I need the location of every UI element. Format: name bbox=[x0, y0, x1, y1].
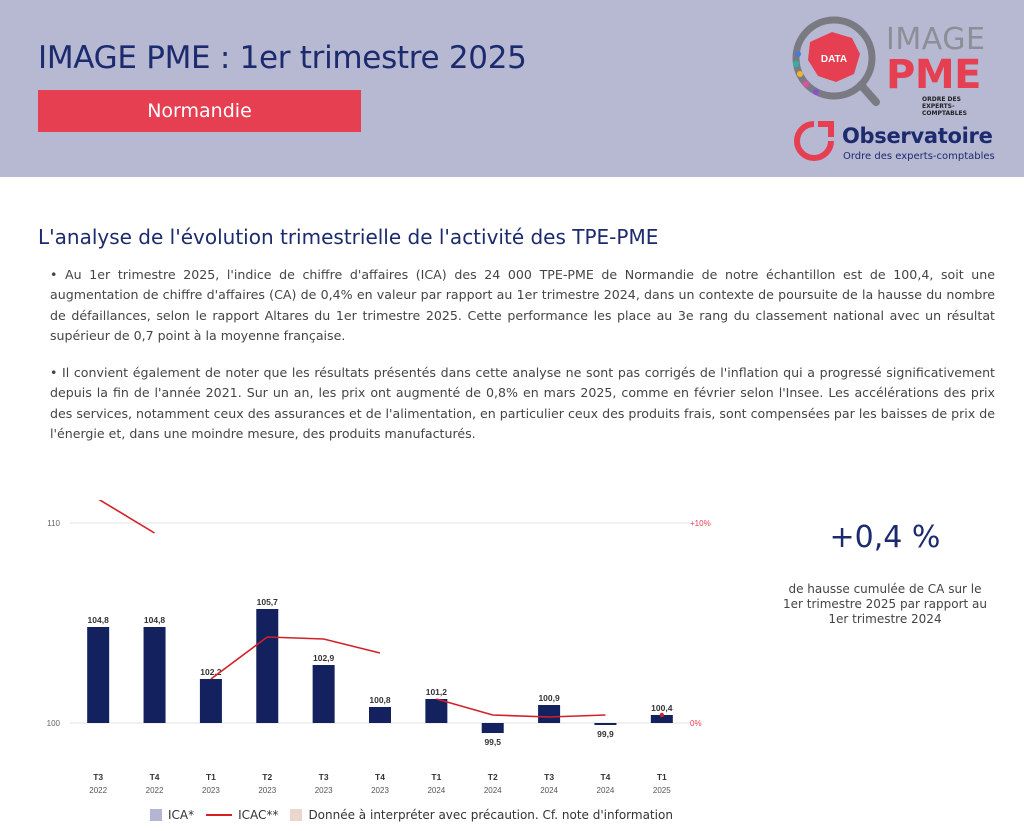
category-year-label: 2023 bbox=[258, 786, 277, 795]
legend-item-ica bbox=[150, 808, 194, 822]
icac-line-segment bbox=[98, 500, 154, 533]
analysis-paragraph-2: • Il convient également de noter que les résultats présentés dans cette analyse ne sont pas corrigés de l'inflation qui a progressé significativement depuis la fin de l'année 2021. Sur un an, les prix ont augmenté de 0,8% en mars 2025, comme en février selon l'Insee. Les accélérations des prix des services, notamment ceux des assurances et de l'alimentation, en particulier ceux des produits frais, sont compensées par les baisses de prix de l'énergie et, dans une moindre mesure, des produits manufacturés. bbox=[50, 365, 995, 441]
category-label: T4 bbox=[149, 772, 160, 782]
category-year-label: 2024 bbox=[427, 786, 446, 795]
ica-bar bbox=[200, 679, 222, 723]
ica-bar bbox=[425, 699, 447, 723]
legend-swatch-caution bbox=[290, 809, 302, 821]
bar-data-label: 100,9 bbox=[538, 693, 560, 703]
legend-item-icac bbox=[206, 808, 278, 822]
ica-bar bbox=[594, 723, 616, 725]
observatoire-title: Observatoire bbox=[842, 124, 993, 148]
bar-data-label: 100,4 bbox=[651, 703, 673, 713]
ica-bar bbox=[369, 707, 391, 723]
category-year-label: 2025 bbox=[652, 786, 671, 795]
right-tick-label: 0% bbox=[690, 719, 702, 728]
page-header bbox=[0, 0, 1024, 177]
legend-label-caution: Donnée à interpréter avec précaution. Cf. note d'information bbox=[308, 808, 673, 822]
bar-data-label: 105,7 bbox=[256, 597, 278, 607]
legend-swatch-ica bbox=[150, 809, 162, 821]
ica-chart bbox=[30, 500, 730, 800]
category-year-label: 2023 bbox=[314, 786, 333, 795]
image-pme-logo bbox=[790, 14, 1005, 117]
bar-data-label: 104,8 bbox=[87, 615, 109, 625]
icac-line-segment bbox=[436, 699, 605, 717]
ica-bar bbox=[482, 723, 504, 733]
bar-data-label: 100,8 bbox=[369, 695, 391, 705]
category-year-label: 2023 bbox=[202, 786, 220, 795]
legend-swatch-icac bbox=[206, 814, 232, 816]
section-title: L'analyse de l'évolution trimestrielle de l'activité des TPE-PME bbox=[38, 225, 659, 249]
data-badge-text: DATA bbox=[820, 54, 848, 65]
category-year-label: 2024 bbox=[596, 786, 615, 795]
bar-data-label: 99,9 bbox=[597, 729, 614, 739]
france-map-logo-icon bbox=[790, 14, 880, 106]
observatoire-subtitle: Ordre des experts-comptables bbox=[843, 151, 995, 162]
category-year-label: 2024 bbox=[483, 786, 502, 795]
ica-chart-svg bbox=[30, 500, 730, 800]
ica-bar bbox=[144, 627, 166, 723]
category-label: T1 bbox=[205, 772, 216, 782]
logo-word-image: IMAGE bbox=[886, 22, 986, 57]
icac-point bbox=[660, 713, 664, 717]
legend-label-ica: ICA* bbox=[168, 808, 195, 822]
ica-bar bbox=[256, 609, 278, 723]
ica-bar bbox=[538, 705, 560, 723]
kpi-description: de hausse cumulée de CA sur le 1er trimestre 2025 par rapport au 1er trimestre 2024 bbox=[783, 582, 987, 626]
left-tick-label: 100 bbox=[46, 719, 60, 728]
category-label: T3 bbox=[93, 772, 104, 782]
category-label: T4 bbox=[600, 772, 611, 782]
ica-bar bbox=[87, 627, 109, 723]
region-badge: Normandie bbox=[38, 90, 361, 132]
category-label: T1 bbox=[431, 772, 442, 782]
icac-line-segment bbox=[211, 637, 380, 679]
ica-bar bbox=[313, 665, 335, 723]
category-year-label: 2022 bbox=[89, 786, 108, 795]
right-tick-label: +10% bbox=[690, 519, 711, 528]
logo-word-pme: PME bbox=[886, 52, 981, 98]
category-year-label: 2022 bbox=[145, 786, 164, 795]
kpi-value: +0,4 % bbox=[829, 520, 941, 555]
left-tick-label: 110 bbox=[47, 519, 60, 528]
category-label: T1 bbox=[656, 772, 667, 782]
bar-data-label: 104,8 bbox=[143, 615, 166, 625]
analysis-paragraph-1: • Au 1er trimestre 2025, l'indice de chiffre d'affaires (ICA) des 24 000 TPE-PME de Normandie de notre échantillon est de 100,4, soit une augmentation de chiffre d'affaires (CA) de 0,4% en valeur par rapport au 1er trimestre 2024, dans un contexte de poursuite de la hausse du nombre de défaillances, selon le rapport Altares du 1er trimestre 2025. Cette performance les place au 3e rang du classement national avec un résultat supérieur de 0,7 point à la moyenne française. bbox=[50, 267, 995, 343]
chart-legend bbox=[150, 806, 685, 824]
bar-data-label: 99,5 bbox=[484, 737, 502, 747]
category-label: T3 bbox=[544, 772, 555, 782]
page-title: IMAGE PME : 1er trimestre 2025 bbox=[38, 40, 527, 76]
bar-data-label: 101,2 bbox=[425, 687, 448, 697]
category-year-label: 2024 bbox=[540, 786, 558, 795]
observatoire-logo-icon bbox=[793, 120, 835, 162]
logo-small-text: ORDRE DES EXPERTS-COMPTABLES bbox=[922, 96, 967, 117]
legend-item-caution bbox=[290, 808, 672, 822]
category-label: T4 bbox=[375, 772, 385, 782]
bar-data-label: 102,2 bbox=[200, 667, 222, 677]
category-label: T2 bbox=[487, 772, 498, 782]
bar-data-label: 102,9 bbox=[312, 653, 335, 663]
category-label: T2 bbox=[262, 772, 273, 782]
legend-label-icac: ICAC** bbox=[238, 808, 279, 822]
category-label: T3 bbox=[318, 772, 329, 782]
category-year-label: 2023 bbox=[371, 786, 389, 795]
